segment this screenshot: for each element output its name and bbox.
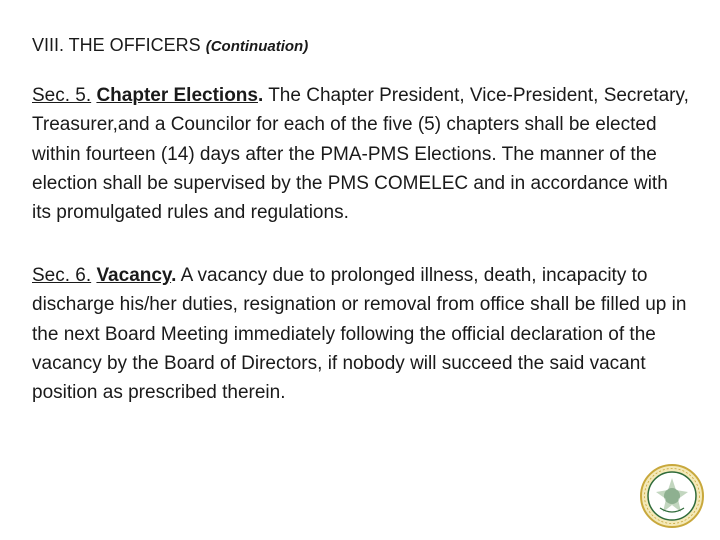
page-heading bbox=[32, 33, 308, 59]
section-6-title-end: . bbox=[171, 265, 177, 286]
section-5-title: Chapter Elections bbox=[96, 85, 258, 106]
heading-title: VIII. THE OFFICERS bbox=[32, 35, 201, 55]
heading-subtitle: (Continuation) bbox=[205, 38, 309, 55]
section-6-title: Vacancy bbox=[96, 265, 172, 286]
section-6-body: A vacancy due to prolonged illness, death, incapacity to discharge his/her duties, resignation or removal from office shall be filled up in the next Board Meeting immediately following the official declaration of the vacancy by the Board of Directors, if nobody will succeed the said vacant position as prescribed therein. bbox=[32, 265, 687, 404]
section-5-body: The Chapter President, Vice-President, Secretary, Treasurer,and a Councilor for each of the five (5) chapters shall be elected within fourteen (14) days after the PMA-PMS Elections. The manner of the election shall be supervised by the PMS COMELEC and in accordance with its promulgated rules and regulations. bbox=[32, 85, 689, 224]
section-6-vacancy bbox=[32, 261, 692, 407]
section-5-chapter-elections bbox=[32, 81, 692, 227]
section-5-number: Sec. 5. bbox=[32, 85, 92, 106]
section-6-number: Sec. 6. bbox=[32, 265, 92, 286]
organization-seal-icon bbox=[640, 464, 704, 528]
section-5-title-end: . bbox=[257, 85, 264, 106]
